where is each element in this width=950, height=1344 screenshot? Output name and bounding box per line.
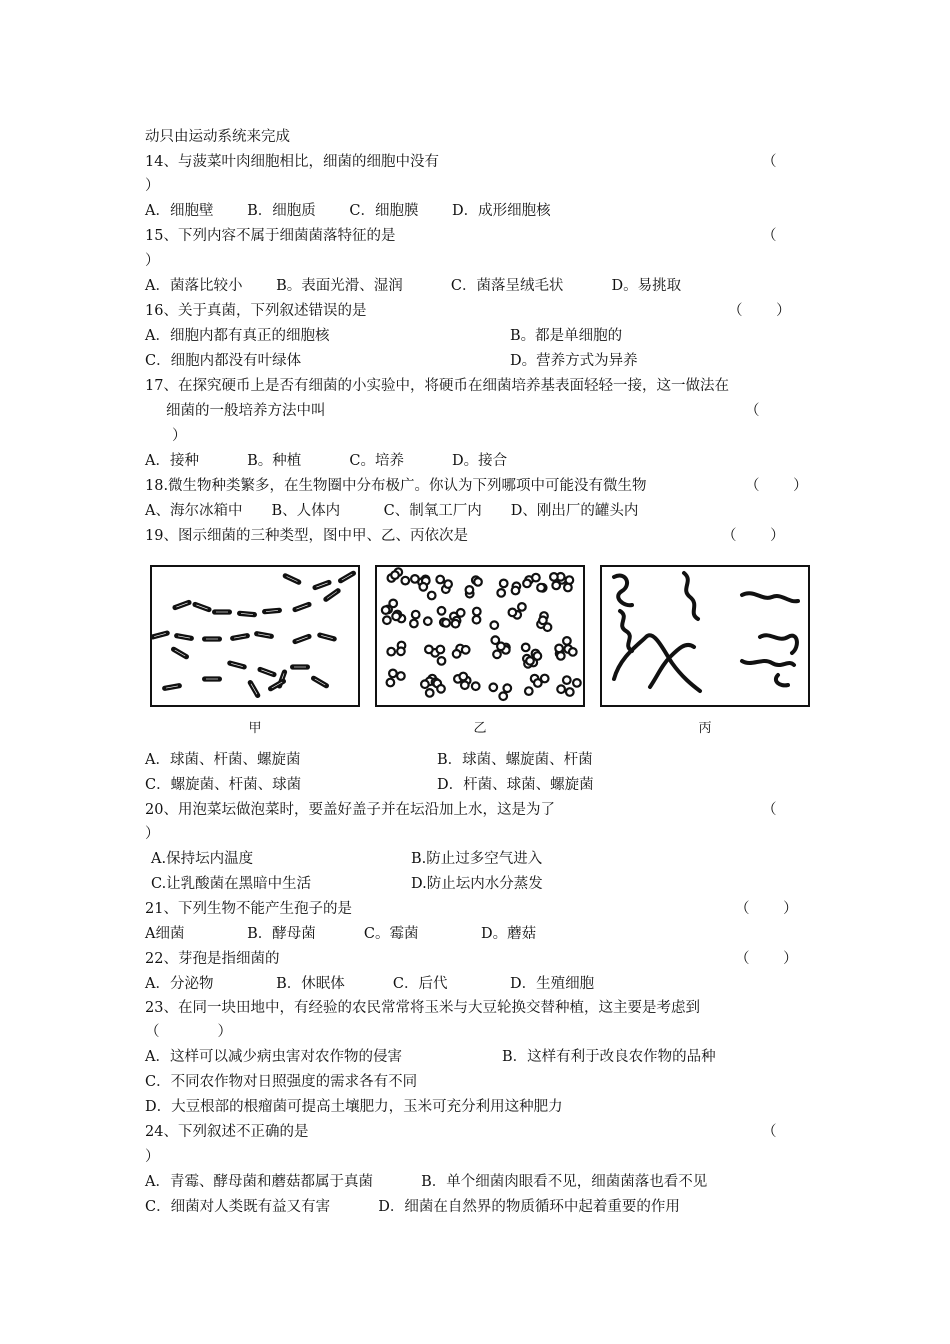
- question-17-paren-close: ）: [172, 428, 187, 444]
- question-20-option-c: C.让乳酸菌在黑暗中生活: [151, 876, 312, 892]
- bacteria-figure: [150, 565, 815, 740]
- question-18: 18.微生物种类繁多，在生物圈中分布极广。你认为下列哪项中可能没有微生物: [145, 478, 647, 494]
- question-15-paren-open: （: [762, 228, 777, 244]
- question-23-option-d: D．大豆根部的根瘤菌可提高土壤肥力，玉米可充分利用这种肥力: [145, 1099, 563, 1115]
- question-23: 23、在同一块田地中，有经验的农民常常将玉米与大豆轮换交替种植，这主要是考虑到: [145, 1000, 700, 1016]
- question-20-paren-open: （: [762, 802, 777, 818]
- question-21-options: A细菌 B．酵母菌 C。霉菌 D。蘑菇: [145, 926, 537, 942]
- question-18-paren: （ ）: [745, 478, 808, 494]
- question-16-option-b: B。都是单细胞的: [510, 328, 623, 344]
- question-23-paren: （ ）: [145, 1024, 232, 1040]
- question-14: 14、与菠菜叶肉细胞相比，细菌的细胞中没有: [145, 154, 439, 170]
- question-19-option-a: A．球菌、杆菌、螺旋菌: [145, 752, 301, 768]
- question-23-option-c: C．不同农作物对日照强度的需求各有不同: [145, 1074, 418, 1090]
- label-jia: 甲: [248, 721, 262, 736]
- panel-bing-spirals: [600, 565, 810, 707]
- question-16: 16、关于真菌，下列叙述错误的是: [145, 303, 367, 319]
- rod-bacteria-icon: [152, 567, 358, 705]
- question-17: 17、在探究硬币上是否有细菌的小实验中，将硬币在细菌培养基表面轻轻一接，这一做法在: [145, 378, 729, 394]
- question-22-paren: （ ）: [735, 951, 798, 967]
- cocci-bacteria-icon: [377, 567, 583, 705]
- question-21-paren: （ ）: [735, 901, 798, 917]
- question-15-paren-close: ）: [145, 253, 160, 269]
- panel-yi-cocci: [375, 565, 585, 707]
- question-15: 15、下列内容不属于细菌菌落特征的是: [145, 228, 396, 244]
- continued-text: 动只由运动系统来完成: [145, 129, 290, 145]
- question-23-option-b: B．这样有利于改良农作物的品种: [502, 1049, 716, 1065]
- question-24-paren-open: （: [762, 1124, 777, 1140]
- question-20-option-b: B.防止过多空气进入: [411, 851, 543, 867]
- question-16-option-c: C．细胞内都没有叶绿体: [145, 353, 302, 369]
- question-17-paren-open: （: [745, 403, 760, 419]
- question-14-paren-close: ）: [145, 178, 160, 194]
- question-24: 24、下列叙述不正确的是: [145, 1124, 309, 1140]
- question-19-option-d: D．杆菌、球菌、螺旋菌: [437, 777, 594, 793]
- question-23-option-a: A．这样可以减少病虫害对农作物的侵害: [145, 1049, 402, 1065]
- question-16-option-d: D。营养方式为异养: [510, 353, 638, 369]
- question-24-paren-close: ）: [145, 1149, 160, 1165]
- question-19: 19、图示细菌的三种类型，图中甲、乙、丙依次是: [145, 528, 468, 544]
- question-22-options: A．分泌物 B．休眠体 C．后代 D．生殖细胞: [145, 976, 595, 992]
- question-21: 21、下列生物不能产生孢子的是: [145, 901, 352, 917]
- question-18-options: A、海尔冰箱中 B、人体内 C、制氧工厂内 D、刚出厂的罐头内: [145, 503, 639, 519]
- question-19-option-b: B．球菌、螺旋菌、杆菌: [437, 752, 593, 768]
- question-20-option-d: D.防止坛内水分蒸发: [411, 876, 543, 892]
- question-20: 20、用泡菜坛做泡菜时，要盖好盖子并在坛沿加上水，这是为了: [145, 802, 555, 818]
- question-24-options-cd: C．细菌对人类既有益又有害 D．细菌在自然界的物质循环中起着重要的作用: [145, 1199, 680, 1215]
- question-20-paren-close: ）: [145, 826, 160, 842]
- question-19-paren: （ ）: [722, 528, 785, 544]
- question-14-paren-open: （: [762, 154, 777, 170]
- question-16-option-a: A．细胞内都有真正的细胞核: [145, 328, 330, 344]
- question-17-options: A．接种 B。种植 C。培养 D。接合: [145, 453, 508, 469]
- question-19-option-c: C．螺旋菌、杆菌、球菌: [145, 777, 302, 793]
- question-14-options: A．细胞壁 B．细胞质 C．细胞膜 D．成形细胞核: [145, 203, 551, 219]
- question-17-continued: 细菌的一般培养方法中叫: [166, 403, 326, 419]
- spiral-bacteria-icon: [602, 567, 808, 705]
- label-bing: 丙: [698, 721, 712, 736]
- question-15-options: A．菌落比较小 B。表面光滑、湿润 C．菌落呈绒毛状 D。易挑取: [145, 278, 682, 294]
- question-20-option-a: A.保持坛内温度: [151, 851, 254, 867]
- label-yi: 乙: [473, 721, 487, 736]
- panel-jia-rods: [150, 565, 360, 707]
- question-16-paren: （ ）: [728, 303, 791, 319]
- question-24-options-ab: A．青霉、酵母菌和蘑菇都属于真菌 B．单个细菌肉眼看不见，细菌菌落也看不见: [145, 1174, 708, 1190]
- question-22: 22、芽孢是指细菌的: [145, 951, 280, 967]
